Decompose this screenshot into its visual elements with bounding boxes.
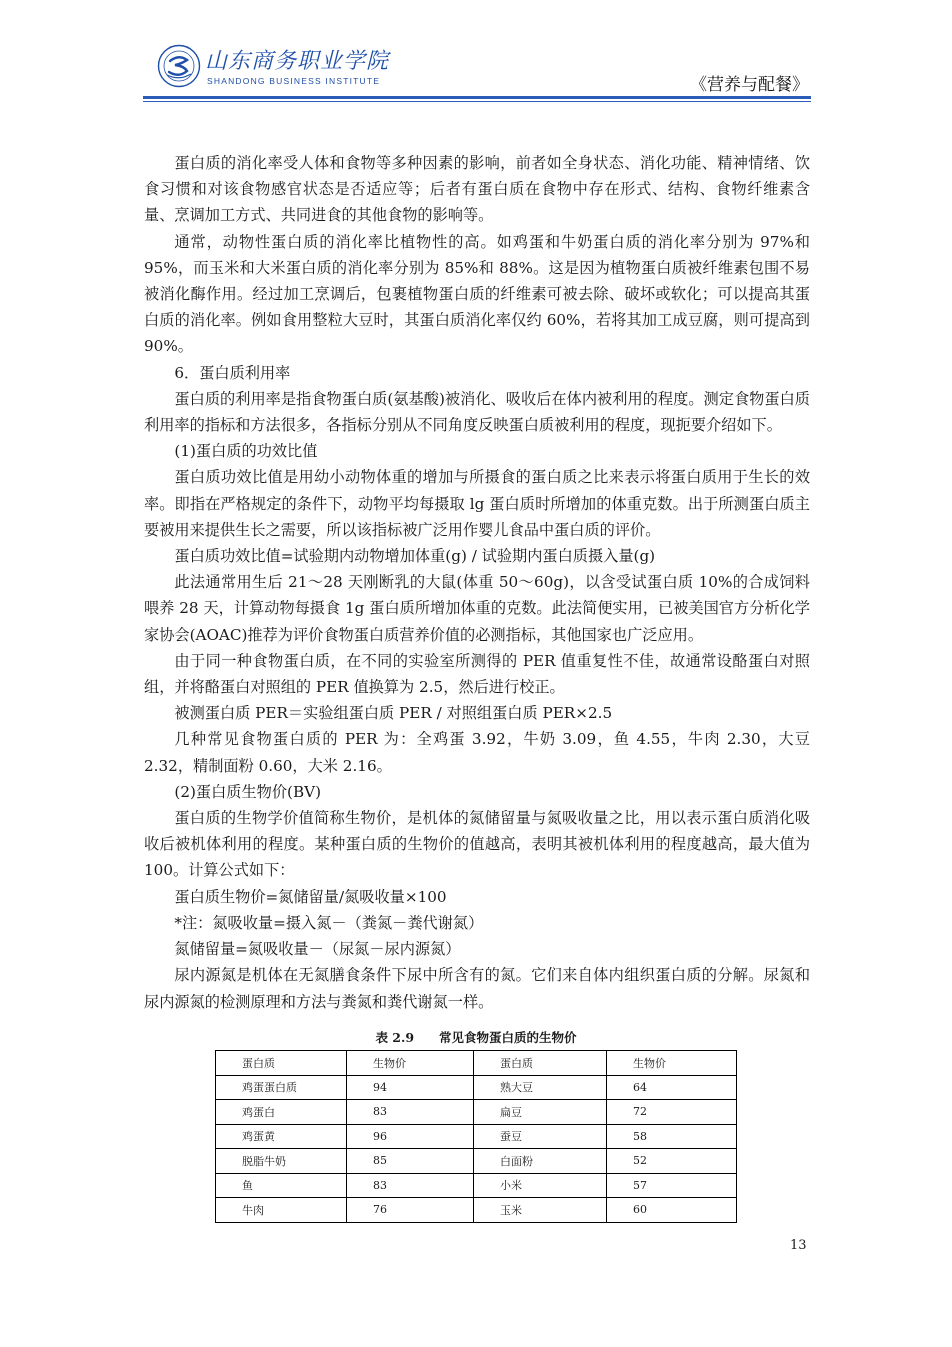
table-cell: 牛肉 [216, 1198, 347, 1223]
section-heading: 6．蛋白质利用率 [174, 363, 291, 382]
school-name-en: SHANDONG BUSINESS INSTITUTE [207, 76, 381, 86]
body-text [144, 150, 810, 1015]
paragraph: 由于同一种食物蛋白质，在不同的实验室所测得的 PER 值重复性不佳，故通常设酪蛋白对照组，并将酪蛋白对照组的 PER 值换算为 2.5，然后进行校正。 [144, 651, 810, 697]
paragraph: 通常，动物性蛋白质的消化率比植物性的高。如鸡蛋和牛奶蛋白质的消化率分别为 97%和 95%，而玉米和大米蛋白质的消化率分别为 85%和 88%。这是因为植物蛋白质被纤维素包围不易被消化酶作用。经过加工烹调后，包裹植物蛋白质的纤维素可被去除、破坏或软化；可以提高其蛋白质的消化率。例如食用整粒大豆时，其蛋白质消化率仅约 60%，若将其加工成豆腐，则可提高到 90%。 [144, 232, 810, 356]
table-cell: 96 [347, 1124, 474, 1149]
table-cell: 熟大豆 [474, 1075, 607, 1100]
table-cell: 57 [607, 1173, 737, 1198]
table-row [216, 1124, 737, 1149]
table-cell: 鸡蛋黄 [216, 1124, 347, 1149]
table-cell: 脱脂牛奶 [216, 1149, 347, 1174]
paragraph: 蛋白质功效比值是用幼小动物体重的增加与所摄食的蛋白质之比来表示将蛋白质用于生长的效率。即指在严格规定的条件下，动物平均每摄取 lg 蛋白质时所增加的体重克数。出于所测蛋白质主要被用来提供生长之需要，所以该指标被广泛用作婴儿食品中蛋白质的评价。 [144, 468, 810, 539]
paragraph: 蛋白质的利用率是指食物蛋白质(氨基酸)被消化、吸收后在体内被利用的程度。测定食物蛋白质利用率的指标和方法很多，各指标分别从不同角度反映蛋白质被利用的程度，现扼要介绍如下。 [144, 389, 810, 435]
table-header-row [216, 1051, 737, 1076]
table-cell: 鸡蛋蛋白质 [216, 1075, 347, 1100]
table-cell: 52 [607, 1149, 737, 1174]
table-cell: 72 [607, 1100, 737, 1125]
table-header-cell: 生物价 [607, 1051, 737, 1076]
header-rule-thick [143, 96, 811, 99]
table-cell: 64 [607, 1075, 737, 1100]
formula: 蛋白质功效比值=试验期内动物增加体重(g) / 试验期内蛋白质摄入量(g) [174, 547, 656, 566]
table-caption: 表 2.9 常见食物蛋白质的生物价 [375, 1030, 577, 1045]
table-cell: 玉米 [474, 1198, 607, 1223]
table-header-cell: 蛋白质 [474, 1051, 607, 1076]
subsection-heading: (1)蛋白质的功效比值 [174, 442, 318, 461]
table-header-cell: 蛋白质 [216, 1051, 347, 1076]
paragraph: 此法通常用生后 21～28 天刚断乳的大鼠(体重 50～60g)，以含受试蛋白质 10%的合成饲料喂养 28 天，计算动物每摄食 1g 蛋白质所增加体重的克数。此法简便实用，已被美国官方分析化学家协会(AOAC)推荐为评价食物蛋白质营养价值的必测指标，其他国家也广泛应用。 [144, 573, 810, 644]
note: *注：氮吸收量=摄入氮－（粪氮－粪代谢氮） [174, 913, 484, 932]
bv-table [215, 1050, 737, 1223]
table-cell: 白面粉 [474, 1149, 607, 1174]
formula: 被测蛋白质 PER＝实验组蛋白质 PER / 对照组蛋白质 PER×2.5 [174, 704, 613, 723]
table-cell: 蚕豆 [474, 1124, 607, 1149]
book-title: 《营养与配餐》 [690, 75, 809, 95]
table-cell: 85 [347, 1149, 474, 1174]
subsection-heading: (2)蛋白质生物价(BV) [174, 782, 322, 801]
paragraph: 蛋白质的生物学价值简称生物价，是机体的氮储留量与氮吸收量之比，用以表示蛋白质消化吸收后被机体利用的程度。某种蛋白质的生物价的值越高，表明其被机体利用的程度越高，最大值为 100。计算公式如下： [144, 809, 810, 880]
table-row [216, 1198, 737, 1223]
table-cell: 76 [347, 1198, 474, 1223]
header-rule-thin [143, 101, 811, 102]
table-cell: 鱼 [216, 1173, 347, 1198]
table-cell: 小米 [474, 1173, 607, 1198]
table-cell: 60 [607, 1198, 737, 1223]
paragraph: 尿内源氮是机体在无氮膳食条件下尿中所含有的氮。它们来自体内组织蛋白质的分解。尿氮和尿内源氮的检测原理和方法与粪氮和粪代谢氮一样。 [144, 966, 810, 1011]
formula: 蛋白质生物价=氮储留量/氮吸收量×100 [174, 887, 447, 906]
table-row [216, 1149, 737, 1174]
table-cell: 83 [347, 1100, 474, 1125]
formula: 氮储留量=氮吸收量－（尿氮－尿内源氮） [174, 940, 461, 959]
page-number: 13 [790, 1238, 807, 1253]
table-cell: 83 [347, 1173, 474, 1198]
page-header [143, 38, 811, 102]
table-row [216, 1075, 737, 1100]
school-logo-icon [157, 44, 201, 88]
table-row [216, 1173, 737, 1198]
school-name-cn: 山东商务职业学院 [205, 49, 390, 74]
table-cell: 扁豆 [474, 1100, 607, 1125]
table-header-cell: 生物价 [347, 1051, 474, 1076]
table-cell: 鸡蛋白 [216, 1100, 347, 1125]
paragraph: 几种常见食物蛋白质的 PER 为：全鸡蛋 3.92，牛奶 3.09，鱼 4.55，牛肉 2.30，大豆 2.32，精制面粉 0.60，大米 2.16。 [144, 730, 810, 775]
table-row [216, 1100, 737, 1125]
table-cell: 58 [607, 1124, 737, 1149]
paragraph: 蛋白质的消化率受人体和食物等多种因素的影响，前者如全身状态、消化功能、精神情绪、饮食习惯和对该食物感官状态是否适应等；后者有蛋白质在食物中存在形式、结构、食物纤维素含量、烹调加工方式、共同进食的其他食物的影响等。 [144, 154, 810, 225]
table-cell: 94 [347, 1075, 474, 1100]
